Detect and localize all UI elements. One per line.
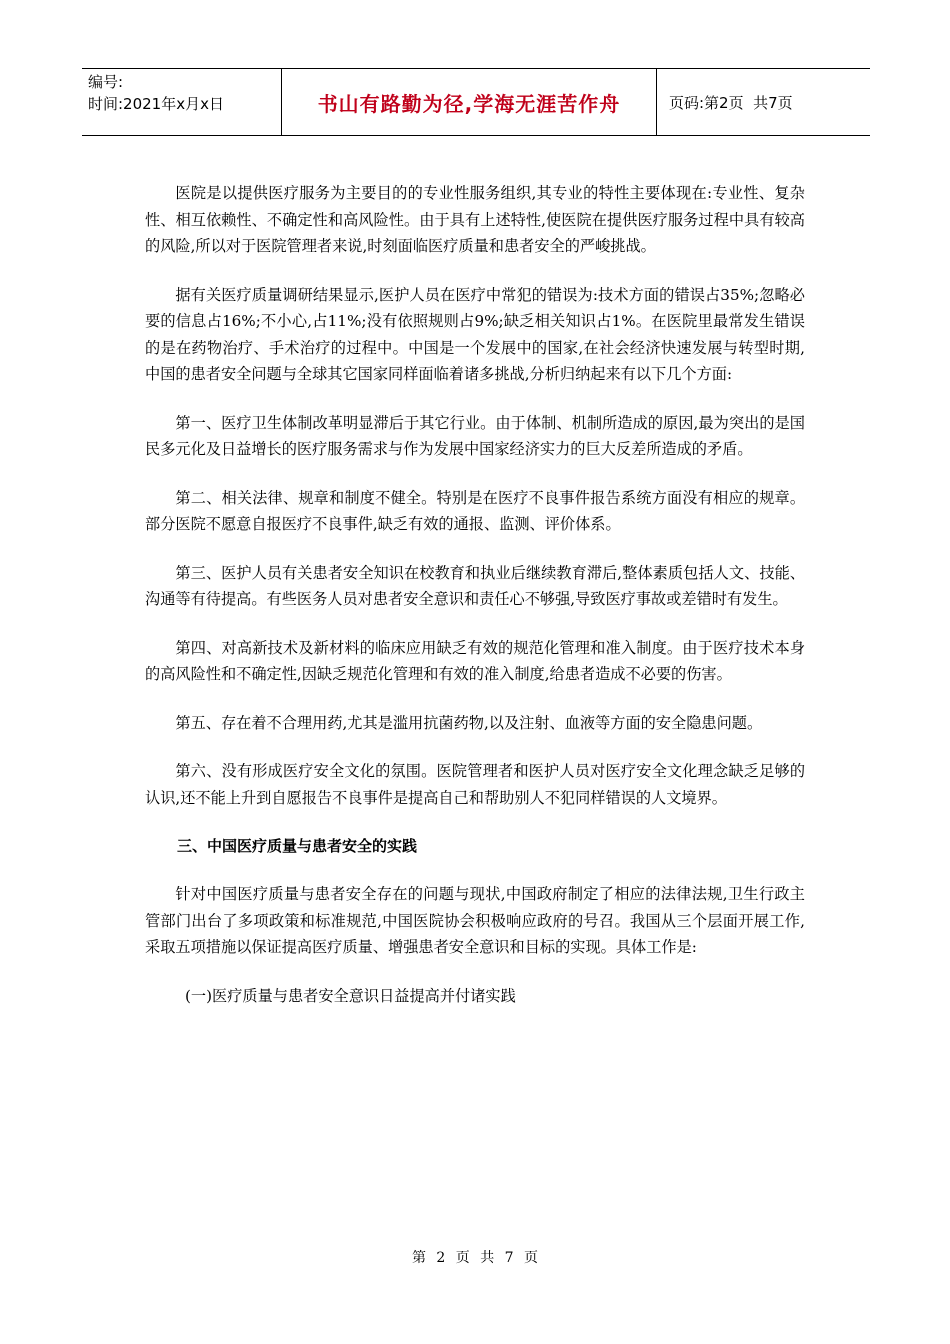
header-page-cell	[657, 69, 870, 135]
page-footer: 第 2 页 共 7 页	[411, 1250, 539, 1266]
paragraph: 第五、存在着不合理用药,尤其是滥用抗菌药物,以及注射、血液等方面的安全隐患问题。	[175, 713, 763, 732]
section-heading: 三、中国医疗质量与患者安全的实践	[177, 837, 418, 855]
header-info-cell	[82, 69, 282, 135]
paragraph: 第六、没有形成医疗安全文化的氛围。医院管理者和医护人员对医疗安全文化理念缺乏足够的认识,还不能上升到自愿报告不良事件是提高自己和帮助别人不犯同样错误的人文境界。	[145, 762, 805, 807]
document-body	[145, 180, 805, 1009]
header-page-label: 页码:第2页 共7页	[669, 93, 793, 112]
document-time-label: 时间:2021年x月x日	[88, 95, 224, 113]
paragraph: 第二、相关法律、规章和制度不健全。特别是在医疗不良事件报告系统方面没有相应的规章。部分医院不愿意自报医疗不良事件,缺乏有效的通报、监测、评价体系。	[145, 488, 805, 533]
paragraph: 第一、医疗卫生体制改革明显滞后于其它行业。由于体制、机制所造成的原因,最为突出的是国民多元化及日益增长的医疗服务需求与作为发展中国家经济实力的巨大反差所造成的矛盾。	[145, 413, 805, 458]
subsection-heading: (一)医疗质量与患者安全意识日益提高并付诸实践	[185, 986, 516, 1005]
document-number-label: 编号:	[88, 73, 124, 91]
header-motto: 书山有路勤为径,学海无涯苦作舟	[282, 69, 657, 135]
paragraph: 第三、医护人员有关患者安全知识在校教育和执业后继续教育滞后,整体素质包括人文、技能、沟通等有待提高。有些医务人员对患者安全意识和责任心不够强,导致医疗事故或差错时有发生。	[145, 563, 805, 608]
paragraph: 第四、对高新技术及新材料的临床应用缺乏有效的规范化管理和准入制度。由于医疗技术本身的高风险性和不确定性,因缺乏规范化管理和有效的准入制度,给患者造成不必要的伤害。	[145, 638, 805, 683]
paragraph: 医院是以提供医疗服务为主要目的的专业性服务组织,其专业的特性主要体现在:专业性、复杂性、相互依赖性、不确定性和高风险性。由于具有上述特性,使医院在提供医疗服务过程中具有较高的风险,所以对于医院管理者来说,时刻面临医疗质量和患者安全的严峻挑战。	[145, 184, 805, 255]
paragraph: 针对中国医疗质量与患者安全存在的问题与现状,中国政府制定了相应的法律法规,卫生行政主管部门出台了多项政策和标准规范,中国医院协会积极响应政府的号召。我国从三个层面开展工作,采取五项措施以保证提高医疗质量、增强患者安全意识和目标的实现。具体工作是:	[145, 885, 805, 956]
paragraph: 据有关医疗质量调研结果显示,医护人员在医疗中常犯的错误为:技术方面的错误占35%;忽略必要的信息占16%;不小心,占11%;没有依照规则占9%;缺乏相关知识占1%。在医院里最常发生错误的是在药物治疗、手术治疗的过程中。中国是一个发展中的国家,在社会经济快速发展与转型时期,中国的患者安全问题与全球其它国家同样面临着诸多挑战,分析归纳起来有以下几个方面:	[145, 285, 805, 383]
page-header	[82, 68, 870, 136]
